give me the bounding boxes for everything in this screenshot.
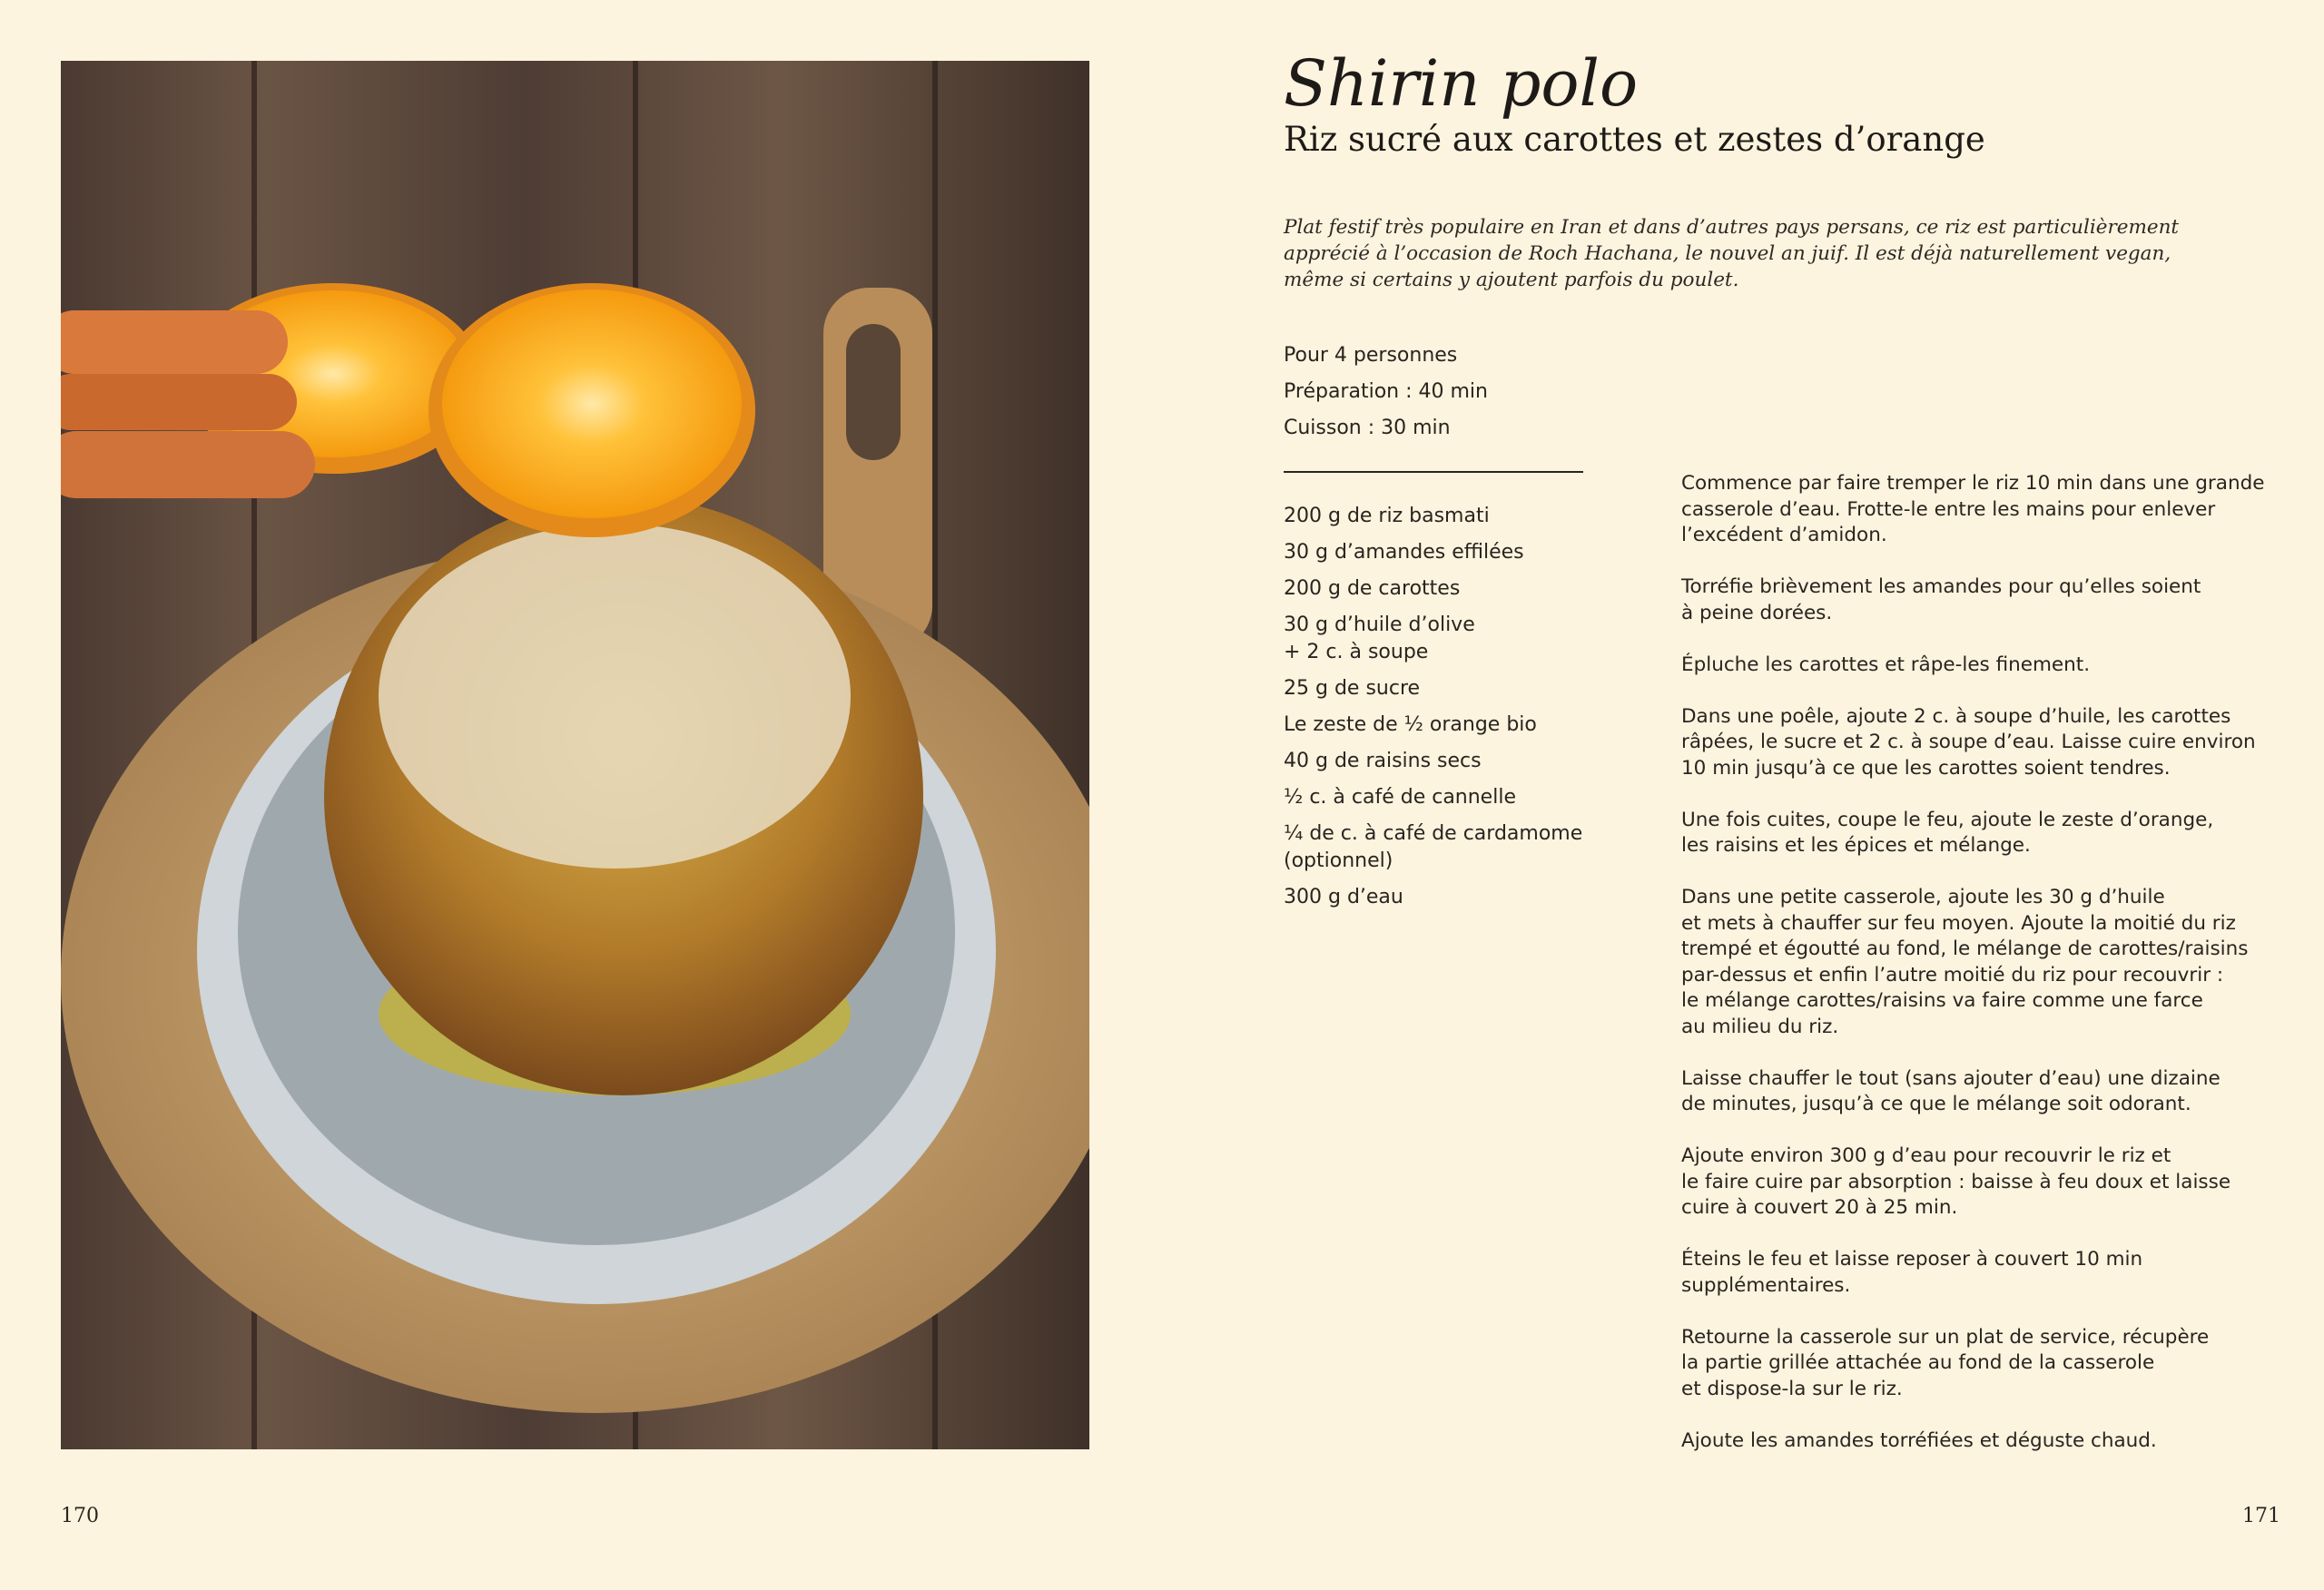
page-number-right: 171 [2242,1505,2280,1527]
intro-line: apprécié à l’occasion de Roch Hachana, le nouvel an juif. Il est déjà naturellement vegan, [1284,242,2171,265]
step-paragraph: Commence par faire tremper le riz 10 min dans une grande casserole d’eau. Frotte-le entre les mains pour enlever l’excédent d’amidon. [1681,472,2265,546]
ingredient-item: 300 g d’eau [1284,886,1403,908]
prep-time: Préparation : 40 min [1284,380,1488,403]
servings: Pour 4 personnes [1284,344,1458,367]
ingredient-item: Le zeste de ½ orange bio [1284,713,1537,736]
dish-illustration [61,61,1089,1449]
ingredient-item: 30 g d’huile d’olive + 2 c. à soupe [1284,613,1475,663]
ingredient-item: ½ c. à café de cannelle [1284,786,1516,809]
ingredient-item: ¼ de c. à café de cardamome (optionnel) [1284,822,1583,872]
recipe-steps [1681,471,2271,1480]
step-paragraph: Ajoute environ 300 g d’eau pour recouvrir le riz et le faire cuire par absorption : baisse à feu doux et laisse cuire à couvert 20 à 25 min. [1681,1144,2231,1219]
intro-line: même si certains y ajoutent parfois du poulet. [1284,269,1739,291]
step-paragraph: Éteins le feu et laisse reposer à couvert 10 min supplémentaires. [1681,1248,2143,1297]
divider [1284,471,1583,473]
step-paragraph: Dans une poêle, ajoute 2 c. à soupe d’huile, les carottes râpées, le sucre et 2 c. à soupe d’eau. Laisse cuire environ 10 min jusqu’à ce que les carottes soient tendres. [1681,704,2256,780]
page-number-left: 170 [61,1505,99,1527]
step-paragraph: Épluche les carottes et râpe-les finement. [1681,653,2091,676]
recipe-subtitle: Riz sucré aux carottes et zestes d’orange [1284,120,1985,159]
recipe-intro [1284,214,2191,293]
ingredient-item: 40 g de raisins secs [1284,750,1482,772]
step-paragraph: Une fois cuites, coupe le feu, ajoute le zeste d’orange, les raisins et les épices et mélange. [1681,808,2214,857]
recipe-photo [61,61,1089,1449]
step-paragraph: Retourne la casserole sur un plat de service, récupère la partie grillée attachée au fond de la casserole et dispose-la sur le riz. [1681,1325,2210,1400]
step-paragraph: Laisse chauffer le tout (sans ajouter d’eau) une dizaine de minutes, jusqu’à ce que le mélange soit odorant. [1681,1066,2221,1115]
cook-time: Cuisson : 30 min [1284,417,1451,439]
ingredient-item: 200 g de riz basmati [1284,505,1490,527]
recipe-title: Shirin polo [1284,46,1639,121]
ingredient-item: 200 g de carottes [1284,577,1461,600]
step-paragraph: Dans une petite casserole, ajoute les 30 g d’huile et mets à chauffer sur feu moyen. Ajoute la moitié du riz trempé et égoutté au fond, le mélange de carottes/raisins par-dessus et enfin l’autre moitié du riz pour recouvrir : le mélange carottes/raisins va faire comme une farce au milieu du riz. [1681,886,2249,1038]
ingredient-item: 30 g d’amandes effilées [1284,541,1524,564]
ingredient-list [1284,503,1610,920]
step-paragraph: Ajoute les amandes torréfiées et déguste chaud. [1681,1428,2157,1452]
step-paragraph: Torréfie brièvement les amandes pour qu’elles soient à peine dorées. [1681,575,2201,624]
intro-line: Plat festif très populaire en Iran et dans d’autres pays persans, ce riz est particulièrement [1284,216,2180,239]
ingredient-item: 25 g de sucre [1284,677,1421,700]
recipe-meta [1284,338,1488,447]
